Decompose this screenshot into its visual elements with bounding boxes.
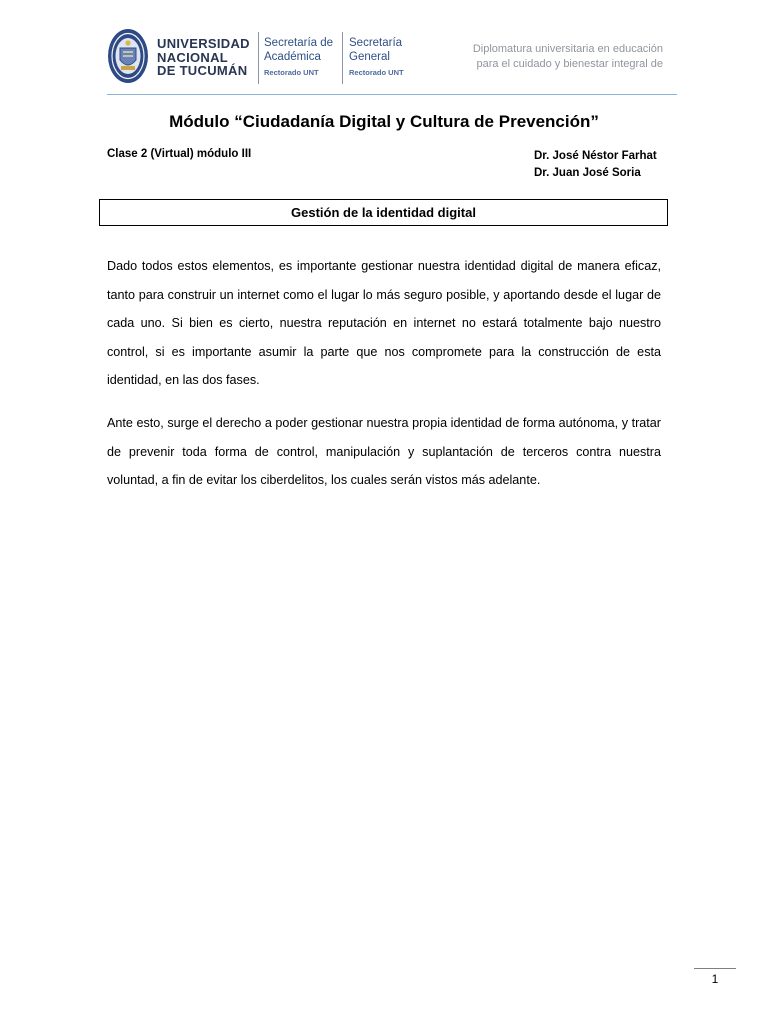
university-line-3: DE TUCUMÁN [157,63,248,78]
university-line-1: UNIVERSIDAD [157,36,250,51]
page-header [107,28,677,90]
diplomatura-text [473,42,663,71]
secretaria-general [349,36,404,80]
document-title: Módulo “Ciudadanía Digital y Cultura de Prevención” [169,112,599,131]
authors [534,148,657,182]
footer-rule [694,968,736,969]
author-1: Dr. José Néstor Farhat [534,150,657,162]
secretaria-academica [264,36,333,80]
university-name [157,37,250,78]
sec1-line-2: Académica [264,51,321,63]
sec2-line-1: Secretaría [349,37,403,49]
section-title: Gestión de la identidad digital [99,199,668,226]
paragraph-1: Dado todos estos elementos, es importante gestionar nuestra identidad digital de manera eficaz, tanto para construir un internet como el lugar lo más seguro posible, y aportando desde el lugar de cada uno. Si bien es cierto, nuestra reputación en internet no estará totalmente bajo nuestro control, si es importante asumir la parte que nos compromete para la construcción de esta identidad, en las dos fases. [107,259,661,388]
clase-label: Clase 2 (Virtual) módulo III [107,148,252,160]
university-seal-icon [107,28,149,84]
sec1-line-1: Secretaría de [264,37,334,49]
diplomatura-line-2: para el cuidado y bienestar integral de [476,57,663,70]
header-rule [107,94,677,95]
sec2-sub: Rectorado UNT [349,68,404,77]
diplomatura-line-1: Diplomatura universitaria en educación [472,43,663,55]
page-number: 1 [711,972,719,986]
paragraph-2: Ante esto, surge el derecho a poder gestionar nuestra propia identidad de forma autónoma, y tratar de prevenir toda forma de control, manipulación y suplantación de terceros contra nuestra voluntad, a fin de evitar los ciberdelitos, los cuales serán vistos más adelante. [107,416,661,488]
header-divider-2 [342,32,343,84]
header-divider-1 [258,32,259,84]
author-2: Dr. Juan José Soria [534,167,641,179]
sec1-sub: Rectorado UNT [264,68,319,77]
sec2-line-2: General [349,51,390,63]
university-line-2: NACIONAL [157,49,229,65]
